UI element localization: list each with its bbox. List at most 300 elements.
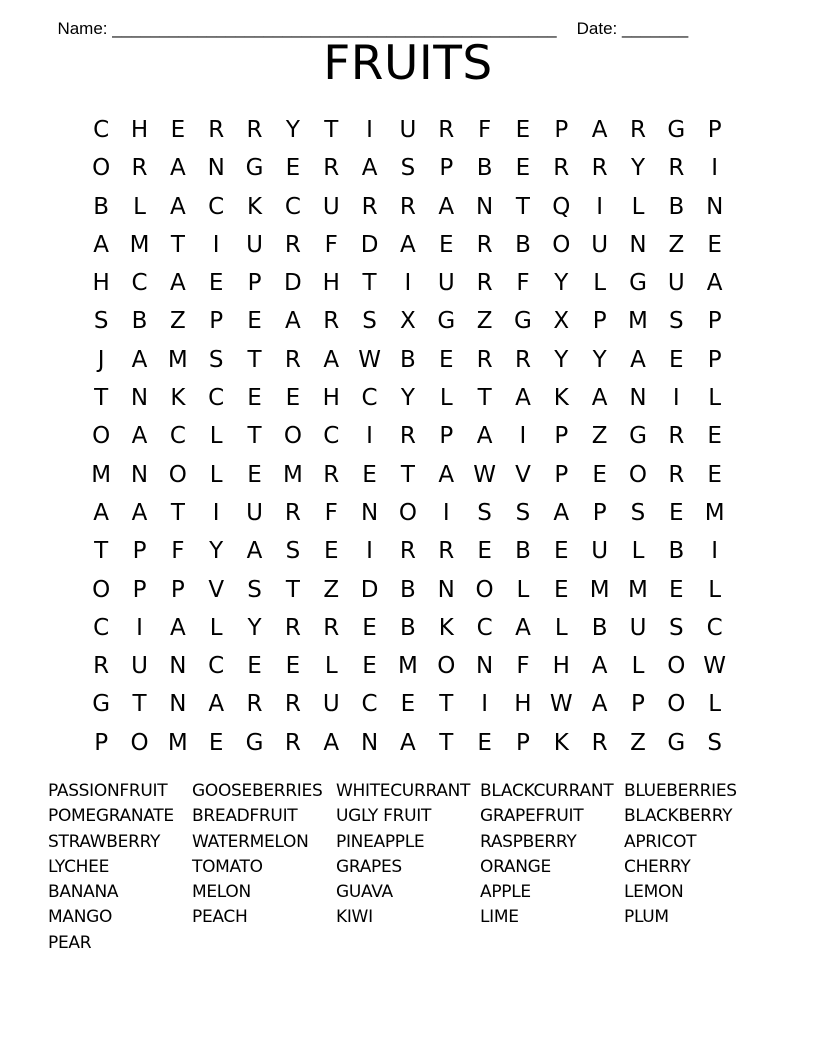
grid-letter[interactable]: E [592, 461, 607, 488]
grid-letter[interactable]: N [207, 155, 225, 182]
grid-letter[interactable]: O [437, 653, 456, 680]
grid-letter[interactable]: L [209, 614, 223, 641]
grid-letter[interactable]: R [246, 117, 263, 143]
word-list-item: APPLE [480, 882, 531, 903]
grid-letter[interactable]: A [706, 270, 723, 297]
grid-letter[interactable]: S [669, 614, 684, 641]
grid-letter[interactable]: Z [169, 308, 186, 335]
grid-letter[interactable]: A [131, 499, 148, 526]
grid-letter[interactable]: L [708, 691, 722, 718]
grid-letter[interactable]: U [667, 270, 685, 297]
grid-letter[interactable]: R [93, 653, 110, 680]
grid-letter[interactable]: A [323, 346, 340, 373]
grid-letter[interactable]: E [554, 576, 569, 603]
grid-letter[interactable]: S [477, 499, 492, 526]
grid-letter[interactable]: W [549, 691, 573, 718]
grid-letter[interactable]: P [209, 308, 224, 335]
grid-letter[interactable]: H [514, 691, 532, 718]
grid-letter[interactable]: A [323, 729, 340, 756]
grid-letter[interactable]: O [92, 576, 111, 603]
grid-letter[interactable]: C [284, 193, 301, 220]
grid-letter[interactable]: W [358, 346, 381, 373]
grid-letter[interactable]: O [475, 576, 494, 603]
grid-letter[interactable]: U [591, 231, 609, 258]
grid-letter[interactable]: Y [592, 346, 607, 373]
grid-letter[interactable]: L [554, 614, 568, 641]
grid-letter[interactable]: N [360, 729, 379, 756]
grid-letter[interactable]: C [323, 423, 340, 450]
grid-letter[interactable]: E [669, 346, 684, 373]
grid-letter[interactable]: R [476, 346, 493, 373]
grid-letter[interactable]: L [631, 653, 645, 680]
grid-letter[interactable]: O [398, 499, 417, 526]
grid-letter[interactable]: B [668, 538, 685, 565]
grid-letter[interactable]: M [704, 499, 725, 526]
grid-letter[interactable]: P [516, 729, 530, 756]
grid-letter[interactable]: I [519, 423, 527, 450]
grid-letter[interactable]: E [362, 653, 377, 680]
grid-letter[interactable]: P [132, 538, 147, 565]
grid-letter[interactable]: L [439, 385, 453, 412]
grid-letter[interactable]: N [476, 653, 494, 680]
grid-letter[interactable]: Y [400, 385, 415, 412]
grid-letter[interactable]: R [553, 155, 570, 182]
grid-letter[interactable]: M [628, 308, 648, 335]
grid-letter[interactable]: T [324, 117, 339, 143]
grid-letter[interactable]: E [477, 729, 492, 756]
grid-letter[interactable]: T [439, 729, 454, 756]
grid-letter[interactable]: X [553, 308, 570, 335]
grid-letter[interactable]: I [711, 155, 719, 182]
grid-letter[interactable]: A [361, 155, 378, 182]
grid-row [82, 647, 734, 685]
grid-letter[interactable]: R [284, 499, 301, 526]
grid-letter[interactable]: Z [668, 231, 685, 258]
grid-letter[interactable]: F [516, 270, 530, 297]
grid-letter[interactable]: R [399, 193, 416, 220]
grid-letter[interactable]: T [477, 385, 492, 412]
grid-letter[interactable]: K [247, 193, 263, 220]
grid-letter[interactable]: A [400, 729, 416, 756]
grid-letter[interactable]: L [708, 576, 722, 603]
grid-letter[interactable]: O [92, 155, 111, 182]
grid-letter[interactable]: C [208, 385, 225, 412]
grid-letter[interactable]: R [246, 691, 263, 718]
grid-letter[interactable]: P [707, 308, 722, 335]
grid-letter[interactable]: T [400, 461, 415, 488]
grid-letter[interactable]: B [400, 614, 416, 641]
grid-letter[interactable]: C [208, 193, 225, 220]
grid-letter[interactable]: C [208, 653, 225, 680]
grid-letter[interactable]: E [438, 346, 454, 373]
grid-letter[interactable]: F [477, 117, 492, 143]
grid-letter[interactable]: R [284, 691, 301, 718]
grid-letter[interactable]: L [324, 653, 338, 680]
grid-letter[interactable]: T [515, 193, 530, 220]
grid-letter[interactable]: H [130, 117, 149, 143]
grid-letter[interactable]: I [442, 499, 450, 526]
grid-letter[interactable]: A [591, 117, 608, 143]
grid-letter[interactable]: Q [552, 193, 571, 220]
grid-letter[interactable]: S [247, 576, 262, 603]
grid-letter[interactable]: F [171, 538, 185, 565]
grid-letter[interactable]: C [93, 614, 110, 641]
grid-letter[interactable]: E [247, 308, 262, 335]
grid-letter[interactable]: A [169, 193, 186, 220]
grid-letter[interactable]: N [130, 461, 149, 488]
grid-letter[interactable]: P [554, 423, 569, 450]
grid-letter[interactable]: P [439, 155, 454, 182]
grid-letter[interactable]: N [476, 193, 494, 220]
grid-letter[interactable]: B [515, 231, 531, 258]
grid-letter[interactable]: F [324, 231, 338, 258]
grid-letter[interactable]: B [476, 155, 493, 182]
grid-letter[interactable]: G [629, 270, 647, 297]
grid-letter[interactable]: L [209, 461, 223, 488]
grid-letter[interactable]: A [169, 155, 186, 182]
grid-letter[interactable]: Z [323, 576, 340, 603]
grid-letter[interactable]: R [668, 461, 685, 488]
grid-letter[interactable]: Y [554, 270, 569, 297]
grid-letter[interactable]: O [552, 231, 571, 258]
grid-letter[interactable]: E [208, 270, 224, 297]
grid-letter[interactable]: E [247, 461, 262, 488]
grid-letter[interactable]: I [366, 117, 373, 143]
grid-letter[interactable]: N [130, 385, 149, 412]
grid-letter[interactable]: G [245, 729, 264, 756]
grid-letter[interactable]: S [400, 155, 416, 182]
grid-letter[interactable]: N [169, 691, 187, 718]
grid-letter[interactable]: E [362, 461, 377, 488]
grid-letter[interactable]: F [516, 653, 530, 680]
grid-letter[interactable]: K [553, 729, 569, 756]
grid-letter[interactable]: I [212, 499, 220, 526]
grid-letter[interactable]: E [438, 231, 454, 258]
grid-letter[interactable]: R [476, 270, 493, 297]
grid-letter[interactable]: T [285, 576, 300, 603]
grid-letter[interactable]: A [591, 653, 608, 680]
word-list-item: PEAR [48, 932, 92, 953]
grid-letter[interactable]: R [591, 155, 608, 182]
grid-letter[interactable]: A [131, 346, 148, 373]
grid-letter[interactable]: L [133, 193, 146, 220]
grid-letter[interactable]: V [515, 461, 531, 488]
date-field[interactable]: Date: _______ [576, 19, 689, 38]
grid-letter[interactable]: R [399, 538, 416, 565]
grid-letter[interactable]: P [707, 346, 722, 373]
grid-letter[interactable]: C [361, 385, 378, 412]
grid-letter[interactable]: E [247, 653, 262, 680]
grid-letter[interactable]: A [208, 691, 225, 718]
grid-letter[interactable]: E [170, 117, 186, 143]
grid-letter[interactable]: L [516, 576, 530, 603]
grid-letter[interactable]: E [285, 385, 301, 412]
grid-letter[interactable]: N [629, 385, 647, 412]
grid-letter[interactable]: Y [630, 155, 646, 182]
grid-letter[interactable]: M [167, 729, 188, 756]
grid-letter[interactable]: O [283, 423, 302, 450]
grid-letter[interactable]: I [711, 538, 719, 565]
grid-letter[interactable]: Y [554, 346, 569, 373]
grid-letter[interactable]: P [554, 117, 569, 143]
grid-letter[interactable]: R [438, 538, 455, 565]
grid-letter[interactable]: L [209, 423, 223, 450]
grid-letter[interactable]: O [628, 461, 648, 488]
grid-letter[interactable]: E [285, 653, 301, 680]
grid-letter[interactable]: A [246, 538, 263, 565]
grid-letter[interactable]: R [591, 729, 608, 756]
grid-letter[interactable]: T [439, 691, 454, 718]
grid-letter[interactable]: U [322, 691, 340, 718]
grid-letter[interactable]: H [322, 385, 340, 412]
grid-letter[interactable]: C [169, 423, 186, 450]
grid-letter[interactable]: P [707, 117, 722, 143]
grid-letter[interactable]: R [284, 614, 301, 641]
grid-letter[interactable]: H [92, 270, 110, 297]
grid-letter[interactable]: U [131, 653, 148, 680]
grid-letter[interactable]: K [438, 614, 454, 641]
grid-row [82, 494, 734, 532]
grid-letter[interactable]: S [285, 538, 301, 565]
grid-letter[interactable]: T [94, 385, 109, 412]
grid-letter[interactable]: T [94, 538, 109, 565]
grid-letter[interactable]: O [130, 729, 149, 756]
grid-letter[interactable]: W [703, 653, 727, 680]
word-list-item: GRAPEFRUIT [480, 806, 584, 827]
grid-letter[interactable]: W [473, 461, 496, 488]
grid-letter[interactable]: B [400, 576, 416, 603]
grid-letter[interactable]: N [629, 231, 647, 258]
grid-letter[interactable]: A [591, 385, 608, 412]
grid-letter[interactable]: R [514, 346, 531, 373]
grid-letter[interactable]: R [668, 423, 685, 450]
grid-letter[interactable]: A [630, 346, 646, 373]
grid-letter[interactable]: P [554, 461, 569, 488]
grid-letter[interactable]: X [400, 308, 416, 335]
grid-letter[interactable]: C [476, 614, 493, 641]
grid-letter[interactable]: R [476, 231, 493, 258]
grid-letter[interactable]: A [169, 614, 186, 641]
grid-letter[interactable]: P [94, 729, 109, 756]
grid-letter[interactable]: R [131, 155, 148, 182]
grid-letter[interactable]: I [672, 385, 680, 412]
grid-letter[interactable]: S [93, 308, 109, 335]
grid-letter[interactable]: T [170, 231, 185, 258]
grid-letter[interactable]: E [554, 538, 569, 565]
grid-letter[interactable]: R [399, 423, 416, 450]
grid-letter[interactable]: A [93, 499, 110, 526]
grid-letter[interactable]: H [552, 653, 570, 680]
grid-letter[interactable]: G [667, 117, 686, 143]
grid-letter[interactable]: B [591, 614, 608, 641]
grid-letter[interactable]: E [707, 461, 722, 488]
grid-letter[interactable]: P [592, 308, 607, 335]
grid-letter[interactable]: U [591, 538, 609, 565]
grid-letter[interactable]: A [515, 385, 531, 412]
grid-letter[interactable]: I [596, 193, 604, 220]
grid-letter[interactable]: P [439, 423, 454, 450]
grid-letter[interactable]: I [212, 231, 220, 258]
grid-letter[interactable]: M [628, 576, 648, 603]
grid-letter[interactable]: N [437, 576, 455, 603]
grid-letter[interactable]: M [589, 576, 610, 603]
grid-letter[interactable]: A [553, 499, 570, 526]
grid-letter[interactable]: Y [209, 538, 224, 565]
grid-letter[interactable]: E [707, 231, 722, 258]
grid-letter[interactable]: E [515, 117, 531, 143]
grid-letter[interactable]: S [707, 729, 722, 756]
grid-letter[interactable]: R [323, 308, 340, 335]
grid-letter[interactable]: T [362, 270, 377, 297]
grid-letter[interactable]: E [247, 385, 262, 412]
grid-letter[interactable]: P [592, 499, 607, 526]
grid-letter[interactable]: D [360, 231, 379, 258]
grid-letter[interactable]: R [361, 193, 378, 220]
grid-letter[interactable]: G [667, 729, 686, 756]
grid-letter[interactable]: C [131, 270, 148, 297]
grid-letter[interactable]: E [400, 691, 416, 718]
grid-letter[interactable]: P [170, 576, 185, 603]
grid-letter[interactable]: E [323, 538, 339, 565]
grid-letter[interactable]: S [669, 308, 684, 335]
grid-letter[interactable]: E [707, 423, 722, 450]
grid-letter[interactable]: N [169, 653, 187, 680]
grid-letter[interactable]: V [208, 576, 225, 603]
grid-letter[interactable]: L [708, 385, 722, 412]
grid-letter[interactable]: K [170, 385, 186, 412]
grid-letter[interactable]: P [132, 576, 147, 603]
word-list-item: ORANGE [480, 856, 551, 877]
grid-letter[interactable]: U [246, 499, 263, 526]
grid-letter[interactable]: Z [476, 308, 493, 335]
grid-letter[interactable]: R [323, 614, 340, 641]
grid-letter[interactable]: S [362, 308, 377, 335]
grid-letter[interactable]: S [208, 346, 224, 373]
grid-letter[interactable]: R [629, 117, 646, 143]
grid-letter[interactable]: B [131, 308, 148, 335]
grid-letter[interactable]: A [438, 193, 455, 220]
grid-letter[interactable]: N [706, 193, 724, 220]
grid-letter[interactable]: M [167, 346, 188, 373]
grid-letter[interactable]: S [515, 499, 531, 526]
grid-letter[interactable]: E [362, 614, 377, 641]
grid-letter[interactable]: A [400, 231, 416, 258]
grid-letter[interactable]: C [361, 691, 378, 718]
grid-letter[interactable]: I [366, 538, 373, 565]
grid-letter[interactable]: I [366, 423, 373, 450]
grid-letter[interactable]: R [438, 117, 455, 143]
grid-letter[interactable]: M [397, 653, 418, 680]
grid-letter[interactable]: E [515, 155, 531, 182]
grid-letter[interactable]: N [360, 499, 379, 526]
grid-letter[interactable]: U [246, 231, 263, 258]
grid-letter[interactable]: I [481, 691, 488, 718]
grid-letter[interactable]: E [285, 155, 301, 182]
grid-letter[interactable]: B [668, 193, 685, 220]
grid-letter[interactable]: T [132, 691, 147, 718]
grid-letter[interactable]: A [515, 614, 531, 641]
grid-letter[interactable]: A [591, 691, 608, 718]
grid-letter[interactable]: T [247, 346, 262, 373]
grid-letter[interactable]: B [93, 193, 110, 220]
grid-letter[interactable]: K [553, 385, 569, 412]
grid-letter[interactable]: M [129, 231, 150, 258]
grid-letter[interactable]: R [668, 155, 685, 182]
grid-letter[interactable]: U [322, 193, 340, 220]
grid-letter[interactable]: A [131, 423, 148, 450]
grid-letter[interactable]: R [284, 346, 301, 373]
grid-letter[interactable]: J [97, 346, 105, 373]
word-list-item: STRAWBERRY [48, 831, 161, 852]
grid-letter[interactable]: S [630, 499, 646, 526]
grid-letter[interactable]: R [208, 117, 225, 143]
grid-letter[interactable]: L [593, 270, 607, 297]
grid-letter[interactable]: R [284, 729, 301, 756]
grid-letter[interactable]: O [667, 653, 686, 680]
grid-letter[interactable]: G [437, 308, 456, 335]
grid-letter[interactable]: A [169, 270, 186, 297]
grid-letter[interactable]: A [476, 423, 493, 450]
grid-letter[interactable]: Z [591, 423, 608, 450]
grid-letter[interactable]: G [245, 155, 264, 182]
grid-letter[interactable]: R [284, 231, 301, 258]
grid-letter[interactable]: H [322, 270, 340, 297]
grid-letter[interactable]: A [438, 461, 455, 488]
grid-letter[interactable]: R [323, 461, 340, 488]
word-list-item: MELON [192, 882, 251, 903]
grid-letter[interactable]: A [93, 231, 110, 258]
grid-letter[interactable]: I [404, 270, 412, 297]
grid-letter[interactable]: T [247, 423, 262, 450]
grid-letter[interactable]: F [324, 499, 338, 526]
grid-letter[interactable]: G [514, 308, 532, 335]
grid-letter[interactable]: Y [285, 117, 300, 143]
grid-letter[interactable]: M [282, 461, 303, 488]
grid-letter[interactable]: I [136, 614, 143, 641]
grid-letter[interactable]: G [629, 423, 647, 450]
grid-letter[interactable]: D [284, 270, 302, 297]
grid-letter[interactable]: Y [247, 614, 262, 641]
grid-letter[interactable]: M [91, 461, 112, 488]
word-list-item: BLUEBERRIES [624, 781, 737, 801]
grid-letter[interactable]: B [400, 346, 416, 373]
grid-letter[interactable]: U [629, 614, 647, 641]
grid-letter[interactable]: U [437, 270, 455, 297]
name-field[interactable]: Name: _______________________________________________ [57, 19, 557, 38]
grid-letter[interactable]: C [706, 614, 723, 641]
grid-letter[interactable]: E [477, 538, 492, 565]
grid-letter[interactable]: E [208, 729, 224, 756]
grid-letter[interactable]: E [669, 499, 684, 526]
grid-letter[interactable]: O [168, 461, 187, 488]
grid-letter[interactable]: Z [630, 729, 646, 756]
grid-letter[interactable]: A [285, 308, 301, 335]
grid-letter[interactable]: T [170, 499, 185, 526]
grid-letter[interactable]: U [399, 117, 417, 143]
grid-letter[interactable]: G [92, 691, 111, 718]
grid-letter[interactable]: O [667, 691, 686, 718]
grid-letter[interactable]: R [323, 155, 340, 182]
grid-letter[interactable]: C [93, 117, 110, 143]
grid-letter[interactable]: L [631, 538, 645, 565]
grid-letter[interactable]: E [669, 576, 684, 603]
grid-letter[interactable]: L [631, 193, 645, 220]
grid-letter[interactable]: O [92, 423, 111, 450]
grid-letter[interactable]: P [631, 691, 645, 718]
grid-letter[interactable]: D [360, 576, 379, 603]
grid-letter[interactable]: P [247, 270, 262, 297]
grid-letter[interactable]: B [515, 538, 531, 565]
